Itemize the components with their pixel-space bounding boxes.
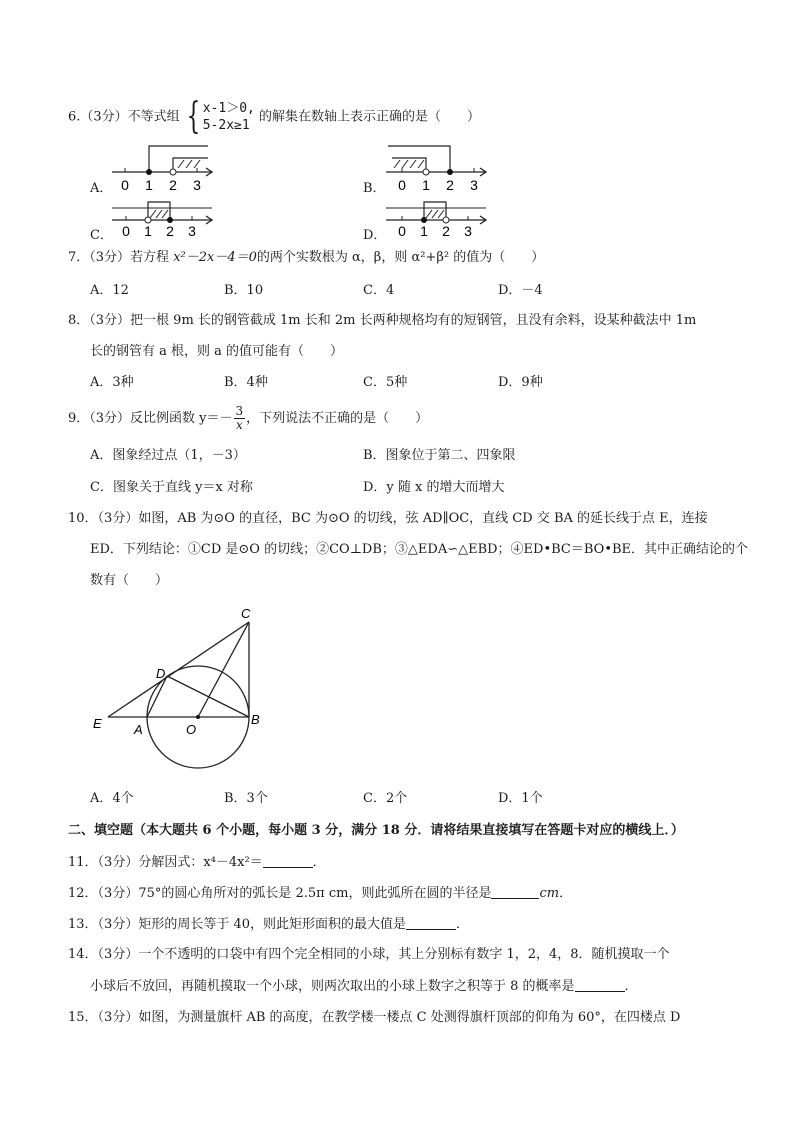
q10-option-c: C．2个 bbox=[363, 791, 408, 806]
hollow-dot-icon bbox=[170, 169, 176, 175]
brace-icon: { bbox=[186, 96, 201, 137]
q6-inequality-2: 5-2x≥1 bbox=[202, 118, 250, 133]
q7-option-b: B．10 bbox=[224, 283, 264, 298]
label-b: B bbox=[251, 712, 260, 727]
tick-label: 1 bbox=[422, 177, 430, 193]
label-c: C bbox=[241, 606, 251, 621]
q7-option-d: D．－4 bbox=[498, 283, 543, 298]
q14-stem-line2 bbox=[90, 977, 638, 996]
q12-text-b: ． bbox=[559, 886, 573, 901]
q9-option-c: C．图象关于直线 y＝x 对称 bbox=[90, 480, 253, 495]
q6-option-b-label: B． bbox=[363, 181, 386, 196]
q11-text-b: ． bbox=[312, 855, 326, 870]
q10-option-b: B．3个 bbox=[224, 791, 268, 806]
solid-dot-icon bbox=[146, 169, 152, 175]
q6-prefix: 6.（3分）不等式组 bbox=[68, 109, 180, 125]
q6-option-c-label: C． bbox=[90, 228, 113, 243]
q7-equation: x²－2x－4＝0 bbox=[173, 250, 257, 265]
q12-text-a: 12．（3分）75°的圆心角所对的弧长是 2.5π cm，则此弧所在圆的半径是 bbox=[68, 886, 492, 901]
q11-answer-blank[interactable] bbox=[263, 853, 313, 868]
q13-text-b: ． bbox=[456, 917, 470, 932]
q8-stem-line1: 8．（3分）把一根 9m 长的钢管截成 1m 长和 2m 长两种规格均有的短钢管，且没有余料，设某种截法中 1m bbox=[68, 313, 697, 328]
label-o: O bbox=[186, 722, 197, 737]
tick-label: 2 bbox=[446, 177, 454, 193]
q9-fraction-denominator: x bbox=[235, 418, 243, 432]
q8-option-b: B．4种 bbox=[224, 375, 268, 390]
tick-label: 0 bbox=[398, 177, 406, 193]
line-ec bbox=[108, 622, 249, 717]
tick-label: 0 bbox=[122, 223, 130, 239]
q9-fraction bbox=[234, 405, 246, 432]
tick-label: 3 bbox=[188, 223, 196, 239]
section-2-title: 二、填空题（本大题共 6 个小题，每小题 3 分，满分 18 分．请将结果直接填写在答题卡对应的横线上．） bbox=[68, 823, 684, 838]
q9-stem-b: ，下列说法不正确的是（ ） bbox=[246, 411, 429, 426]
q13-stem bbox=[68, 915, 469, 934]
q15-stem-line1: 15．（3分）如图，为测量旗杆 AB 的高度，在教学楼一楼点 C 处测得旗杆顶部的仰角为 60°，在四楼点 D bbox=[68, 1010, 681, 1025]
q10-option-a: A．4个 bbox=[90, 791, 134, 806]
q13-answer-blank[interactable] bbox=[406, 915, 456, 930]
q14-text-a: 小球后不放回，再随机摸取一个小球，则两次取出的小球上数字之积等于 8 的概率是 bbox=[90, 979, 575, 994]
q14-text-b: ． bbox=[624, 979, 638, 994]
q6-option-d-label: D． bbox=[363, 228, 387, 243]
q7-stem bbox=[68, 249, 544, 267]
hollow-dot-icon bbox=[423, 169, 429, 175]
q6-stem bbox=[68, 96, 481, 137]
tick-label: 1 bbox=[144, 223, 152, 239]
q9-stem-a: 9．（3分）反比例函数 y＝－ bbox=[68, 411, 233, 426]
q14-answer-blank[interactable] bbox=[575, 977, 625, 992]
q11-text-a: 11．（3分）分解因式：x⁴－4x²＝ bbox=[68, 855, 263, 870]
line-ad bbox=[147, 676, 167, 717]
q7-option-c: C．4 bbox=[363, 283, 395, 298]
tick-label: 0 bbox=[121, 177, 129, 193]
q12-answer-blank[interactable] bbox=[491, 884, 539, 899]
tick-label: 3 bbox=[464, 223, 472, 239]
q10-geometry-figure bbox=[88, 600, 278, 770]
label-a: A bbox=[134, 722, 143, 737]
q7-option-a: A．12 bbox=[90, 283, 129, 298]
tick-label: 2 bbox=[166, 223, 174, 239]
q12-stem bbox=[68, 884, 572, 903]
q10-stem-line3: 数有（ ） bbox=[90, 573, 169, 588]
q7-stem-b: 的两个实数根为 α，β，则 α²+β² 的值为（ ） bbox=[256, 250, 545, 265]
q9-fraction-numerator: 3 bbox=[235, 404, 244, 418]
label-e: E bbox=[93, 716, 102, 731]
q9-stem bbox=[68, 402, 428, 436]
q13-text-a: 13．（3分）矩形的周长等于 40，则此矩形面积的最大值是 bbox=[68, 917, 406, 932]
q6-suffix: 的解集在数轴上表示正确的是（ ） bbox=[259, 109, 481, 125]
q9-option-d: D．y 随 x 的增大而增大 bbox=[363, 480, 505, 495]
line-oc bbox=[198, 622, 249, 717]
center-dot-icon bbox=[196, 715, 200, 719]
q9-option-b: B．图象位于第二、四象限 bbox=[363, 448, 516, 463]
q12-unit: cm bbox=[539, 886, 560, 901]
q7-stem-a: 7．（3分）若方程 bbox=[68, 250, 174, 265]
q10-stem-line1: 10．（3分）如图，AB 为⊙O 的直径，BC 为⊙O 的切线，弦 AD∥OC，直线 CD 交 BA 的延长线于点 E，连接 bbox=[68, 511, 708, 526]
tick-label: 1 bbox=[145, 177, 153, 193]
tick-label: 1 bbox=[420, 223, 428, 239]
tick-label: 2 bbox=[169, 177, 177, 193]
q6-inequality-1: x-1＞0, bbox=[202, 101, 255, 116]
q6-option-b-numberline bbox=[382, 140, 492, 194]
solid-dot-icon bbox=[447, 169, 453, 175]
q8-stem-line2: 长的钢管有 a 根，则 a 的值可能有（ ） bbox=[90, 344, 344, 359]
tick-label: 3 bbox=[193, 177, 201, 193]
tick-label: 3 bbox=[470, 177, 478, 193]
q14-stem-line1: 14．（3分）一个不透明的口袋中有四个完全相同的小球，其上分别标有数字 1，2，4，8．随机摸取一个 bbox=[68, 947, 670, 962]
q10-option-d: D．1个 bbox=[498, 791, 543, 806]
tick-label: 2 bbox=[442, 223, 450, 239]
q6-option-d-numberline bbox=[382, 196, 492, 240]
q8-option-a: A．3种 bbox=[90, 375, 134, 390]
q11-stem bbox=[68, 853, 326, 872]
q6-option-a-label: A． bbox=[90, 181, 113, 196]
q10-stem-line2: ED．下列结论：①CD 是⊙O 的切线；②CO⊥DB；③△EDA∽△EBD；④ED•BC＝BO•BE．其中正确结论的个 bbox=[90, 542, 749, 557]
q6-option-a-numberline bbox=[108, 140, 218, 194]
q8-option-c: C．5种 bbox=[363, 375, 408, 390]
label-d: D bbox=[156, 666, 166, 681]
line-db bbox=[167, 676, 249, 717]
q9-option-a: A．图象经过点（1，－3） bbox=[90, 448, 246, 463]
q6-inequality-system bbox=[203, 100, 255, 134]
q6-option-c-numberline bbox=[108, 196, 218, 240]
tick-label: 0 bbox=[398, 223, 406, 239]
q8-option-d: D．9种 bbox=[498, 375, 543, 390]
